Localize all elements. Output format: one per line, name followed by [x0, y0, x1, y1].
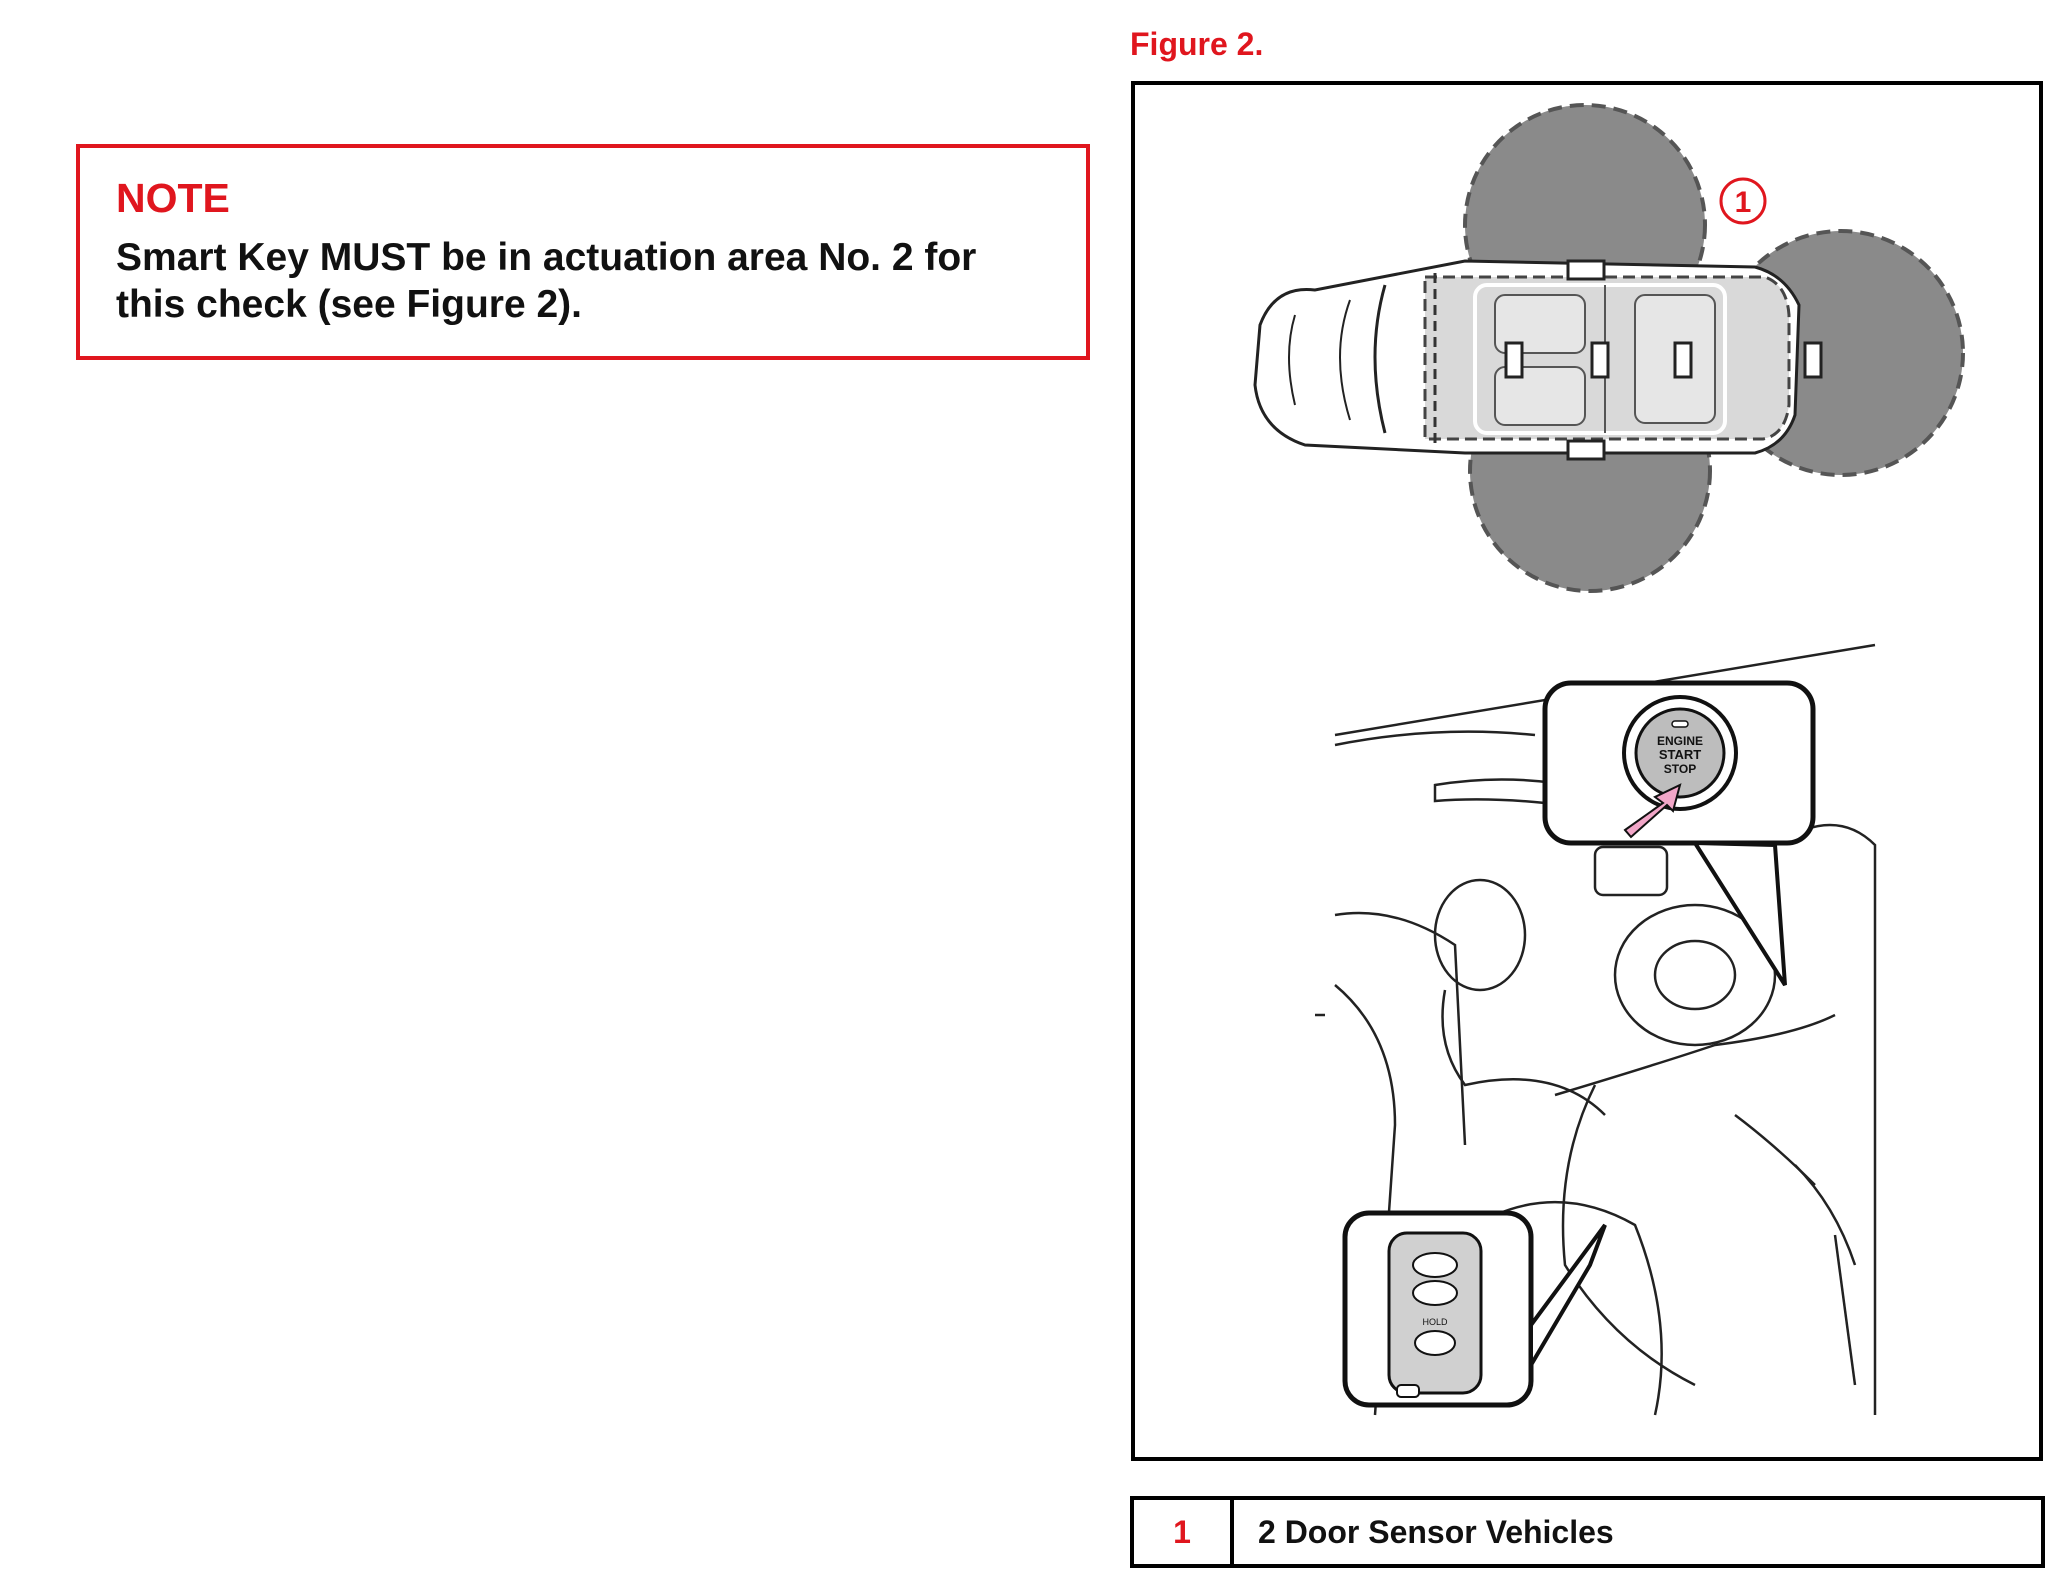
key-release-icon [1397, 1385, 1419, 1397]
legend-description: 2 Door Sensor Vehicles [1258, 1513, 1614, 1550]
note-title: NOTE [116, 175, 230, 221]
button-label-line-2: START [1658, 747, 1702, 762]
note-text [116, 234, 1050, 328]
figure-illustration [1135, 85, 2039, 1457]
button-label-line-3: STOP [1663, 762, 1697, 776]
legend-number: 1 [1134, 1500, 1234, 1564]
figure-frame [1131, 81, 2043, 1461]
unlock-button-icon [1413, 1281, 1457, 1305]
note-text-line-1: Smart Key MUST be in actuation area No. 2 for [116, 236, 977, 279]
figure-caption: Figure 2. [1130, 26, 1264, 62]
button-label-line-1: ENGINE [1656, 734, 1704, 748]
note-text-line-2: this check (see Figure 2). [116, 283, 583, 326]
panic-button-icon [1415, 1331, 1455, 1355]
callout-1-number: 1 [1734, 186, 1752, 219]
callout-1 [1721, 179, 1765, 223]
note-box [76, 144, 1090, 360]
car-top-view [1255, 261, 1821, 459]
smart-key-inset [1345, 1213, 1605, 1405]
lock-button-icon [1413, 1253, 1457, 1277]
engine-button-inset [1545, 683, 1813, 985]
legend-table [1130, 1496, 2045, 1568]
fob-label: HOLD [1422, 1317, 1448, 1327]
